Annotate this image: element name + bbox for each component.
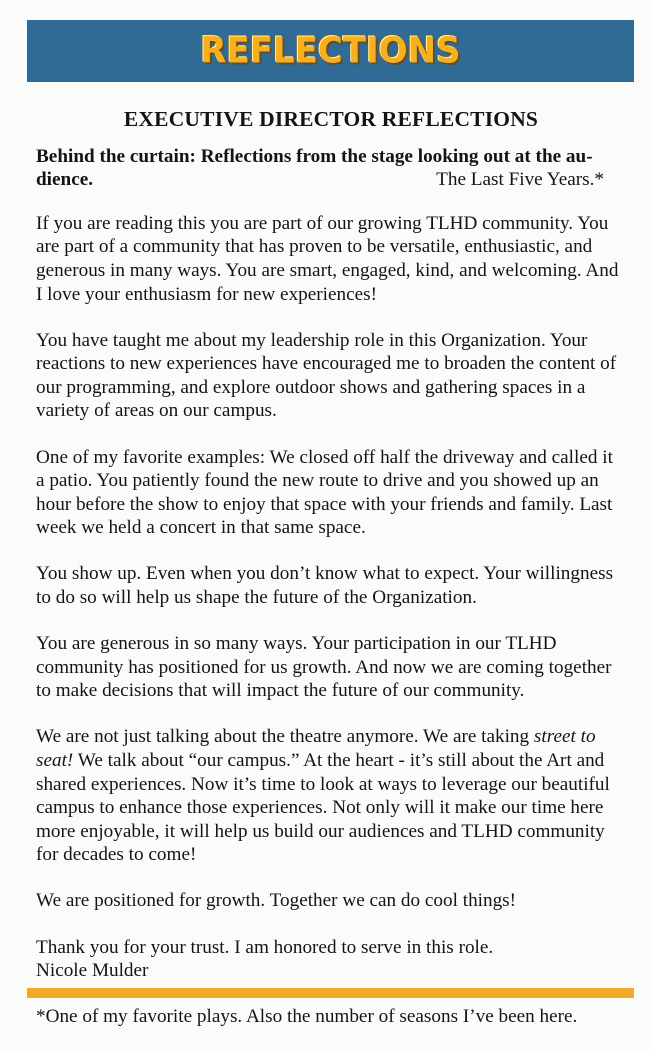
closing-block [36, 936, 626, 983]
article [36, 108, 626, 1051]
lead-line-1: Behind the curtain: Reflections from the stage looking out at the au- [36, 145, 593, 167]
reflections-banner [27, 20, 634, 82]
lead-paragraph [36, 145, 626, 192]
street-to-seat: street to seat! [36, 726, 596, 771]
paragraph-show-up: You show up. Even when you don’t know what to expect. Your willingness to do so will help us shape the future of the Organization. [36, 563, 614, 608]
footnote: *One of my favorite plays. Also the number of seasons I’ve been here. [36, 1006, 578, 1028]
campus-text-end: We talk about “our campus.” At the heart - it’s still about the Art and shared experiences. Now it’s time to look at ways to leverage our beautiful campus to enhance those experiences. Not only will it make our time here more enjoyable, it will help us build our audiences and TLHD community for decades to come! [36, 749, 610, 866]
campus-text-start: We are not just talking about the theatre anymore. We are taking [36, 726, 534, 748]
footer-rule [27, 988, 634, 998]
signature: Nicole Mulder [36, 960, 149, 982]
paragraph-patio: One of my favorite examples: We closed off half the driveway and called it a patio. You patiently found the new route to drive and you showed up an hour before the show to enjoy that space with your friends and family. Last week we held a concert in that same space. [36, 446, 613, 539]
paragraph-generous: You are generous in so many ways. Your participation in our TLHD community has positioned for us growth. And now we are coming together to make decisions that will impact the future of our community. [36, 633, 612, 702]
paragraph-growth: We are positioned for growth. Together we can do cool things! [36, 890, 517, 912]
article-heading: EXECUTIVE DIRECTOR REFLECTIONS [123, 107, 539, 131]
paragraph-community: If you are reading this you are part of our growing TLHD community. You are part of a community that has proven to be versatile, enthusiastic, and generous in many ways. You are smart, engaged, kind, and welcoming. And I love your enthusiasm for new experiences! [36, 212, 619, 305]
lead-line-2: dience. [36, 169, 94, 191]
lead-play-title: The Last Five Years.* [436, 169, 604, 191]
banner-title: REFLECTIONS [200, 30, 461, 73]
closing-line: Thank you for your trust. I am honored to serve in this role. [36, 936, 494, 958]
paragraph-leadership: You have taught me about my leadership role in this Organization. Your reactions to new experiences have encouraged me to broaden the content of our programming, and explore outdoor shows and gathering spaces in a variety of areas on our campus. [36, 329, 617, 422]
paragraph-campus [36, 725, 626, 867]
